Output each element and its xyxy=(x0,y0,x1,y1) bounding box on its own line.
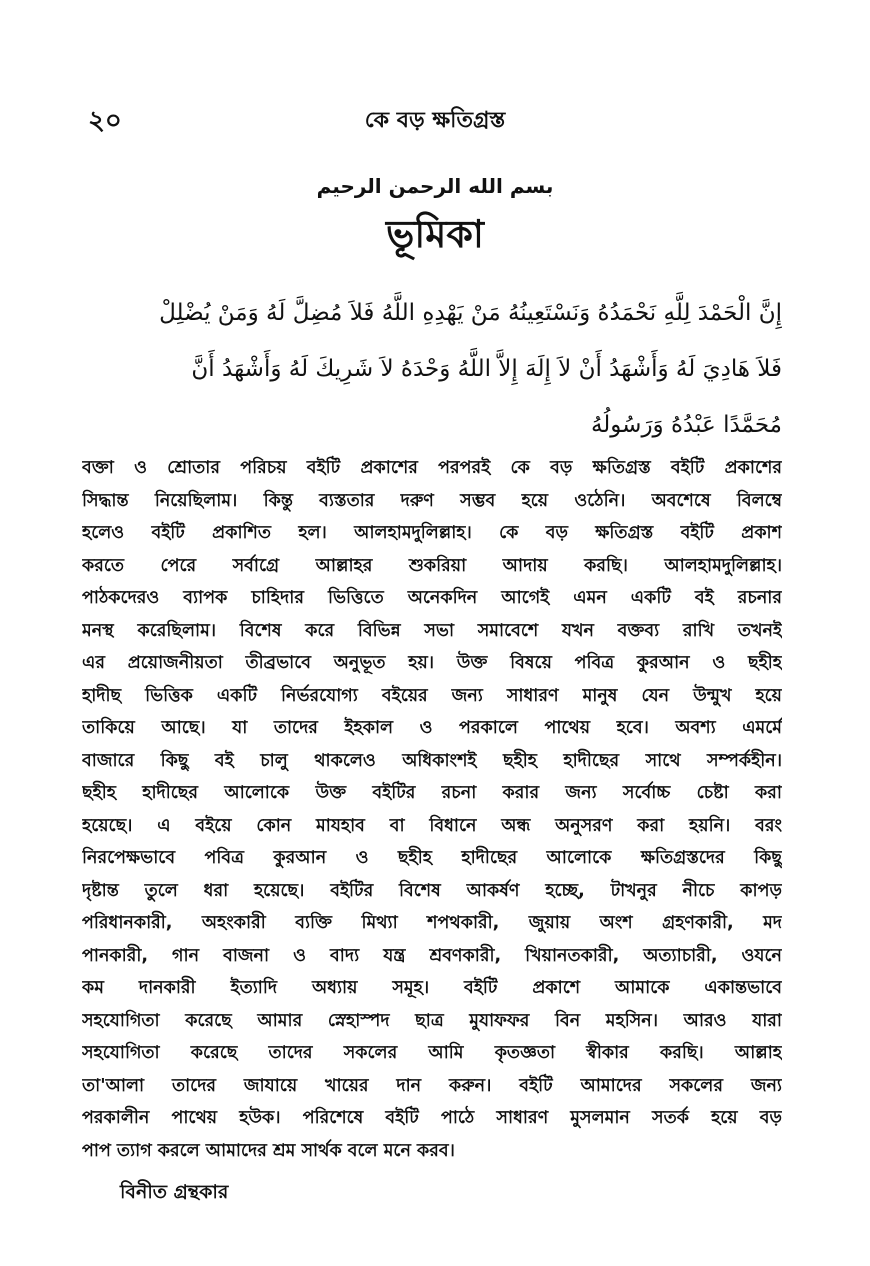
arabic-opening-dua xyxy=(82,285,782,453)
arabic-line: مُحَمَّدًا عَبْدُهُ وَرَسُولُهُ xyxy=(590,412,782,438)
arabic-line: فَلاَ هَادِيَ لَهُ وَأَشْهَدُ أَنْ لاَ إِلَهَ إِلاَّ اللَّهُ وَحْدَهُ لاَ شَرِيكَ لَهُ وَأَشْهَدُ أَنَّ xyxy=(191,356,782,382)
paragraph-line: পরিধানকারী, অহংকারী ব্যক্তি মিথ্যা শপথকারী, জুয়ায় অংশ গ্রহণকারী, মদ xyxy=(82,913,782,933)
paragraph-line: ছহীহ হাদীছের আলোকে উক্ত বইটির রচনা করার জন্য সর্বোচ্চ চেষ্টা করা xyxy=(82,783,782,803)
paragraph-line: তা'আলা তাদের জাযায়ে খায়ের দান করুন। বইটি আমাদের সকলের জন্য xyxy=(82,1075,782,1096)
basmala-heading: بسم الله الرحمن الرحيم xyxy=(316,174,554,198)
chapter-title: ভূমিকা xyxy=(386,212,484,256)
paragraph-line: সহযোগিতা করেছে তাদের সকলের আমি কৃতজ্ঞতা স্বীকার করছি। আল্লাহ xyxy=(82,1043,782,1063)
paragraph-line: সহযোগিতা করেছে আমার স্নেহাস্পদ ছাত্র মুযাফফর বিন মহসিন। আরও যারা xyxy=(82,1010,782,1031)
author-signature: বিনীত গ্রন্থকার xyxy=(120,1181,229,1203)
paragraph-line: তাকিয়ে আছে। যা তাদের ইহকাল ও পরকালে পাথেয় হবে। অবশ্য এমর্মে xyxy=(82,718,782,738)
paragraph-line: বাজারে কিছু বই চালু থাকলেও অধিকাংশই ছহীহ হাদীছের সাথে সম্পর্কহীন। xyxy=(82,750,782,771)
paragraph-line: দৃষ্টান্ত তুলে ধরা হয়েছে। বইটির বিশেষ আকর্ষণ হচ্ছে, টাখনুর নীচে কাপড় xyxy=(82,880,782,901)
paragraph-line: এর প্রয়োজনীয়তা তীব্রভাবে অনুভূত হয়। উক্ত বিষয়ে পবিত্র কুরআন ও ছহীহ xyxy=(82,653,782,673)
paragraph-line: হাদীছ ভিত্তিক একটি নির্ভরযোগ্য বইয়ের জন্য সাধারণ মানুষ যেন উন্মুখ হয়ে xyxy=(82,685,782,706)
paragraph-line: পাপ ত্যাগ করলে আমাদের শ্রম সার্থক বলে মনে করব। xyxy=(82,1140,455,1161)
paragraph-line: করতে পেরে সর্বাগ্রে আল্লাহর শুকরিয়া আদায় করছি। আলহামদুলিল্লাহ। xyxy=(82,555,782,576)
paragraph-line: পানকারী, গান বাজনা ও বাদ্য যন্ত্র শ্রবণকারী, খিয়ানতকারী, অত্যাচারী, ওযনে xyxy=(82,945,782,966)
running-header-title: কে বড় ক্ষতিগ্রস্ত xyxy=(364,108,506,133)
paragraph-line: বক্তা ও শ্রোতার পরিচয় বইটি প্রকাশের পরপরই কে বড় ক্ষতিগ্রস্ত বইটি প্রকাশের xyxy=(82,458,782,478)
arabic-line: إِنَّ الْحَمْدَ لِلَّهِ نَحْمَدُهُ وَنَسْتَعِينُهُ مَنْ يَهْدِهِ اللَّهُ فَلاَ مُضِلَّ لَهُ وَمَنْ يُضْلِلْ xyxy=(159,300,782,326)
paragraph-line: হয়েছে। এ বইয়ে কোন মাযহাব বা বিধানে অন্ধ অনুসরণ করা হয়নি। বরং xyxy=(82,815,782,836)
paragraph-line: পরকালীন পাথেয় হউক। পরিশেষে বইটি পাঠে সাধারণ মুসলমান সতর্ক হয়ে বড় xyxy=(82,1108,782,1128)
paragraph-line: কম দানকারী ইত্যাদি অধ্যায় সমূহ। বইটি প্রকাশে আমাকে একান্তভাবে xyxy=(82,978,782,998)
paragraph-line: হলেও বইটি প্রকাশিত হল। আলহামদুলিল্লাহ। কে বড় ক্ষতিগ্রস্ত বইটি প্রকাশ xyxy=(82,523,782,543)
paragraph-line: নিরপেক্ষভাবে পবিত্র কুরআন ও ছহীহ হাদীছের আলোকে ক্ষতিগ্রস্তদের কিছু xyxy=(82,848,782,868)
preface-paragraph xyxy=(82,452,782,1167)
page-number: ২০ xyxy=(88,106,122,136)
paragraph-line: সিদ্ধান্ত নিয়েছিলাম। কিন্তু ব্যস্ততার দরুণ সম্ভব হয়ে ওঠেনি। অবশেষে বিলম্বে xyxy=(82,490,782,511)
paragraph-line: মনস্থ করেছিলাম। বিশেষ করে বিভিন্ন সভা সমাবেশে যখন বক্তব্য রাখি তখনই xyxy=(82,620,782,641)
paragraph-line: পাঠকদেরও ব্যাপক চাহিদার ভিত্তিতে অনেকদিন আগেই এমন একটি বই রচনার xyxy=(82,588,782,608)
